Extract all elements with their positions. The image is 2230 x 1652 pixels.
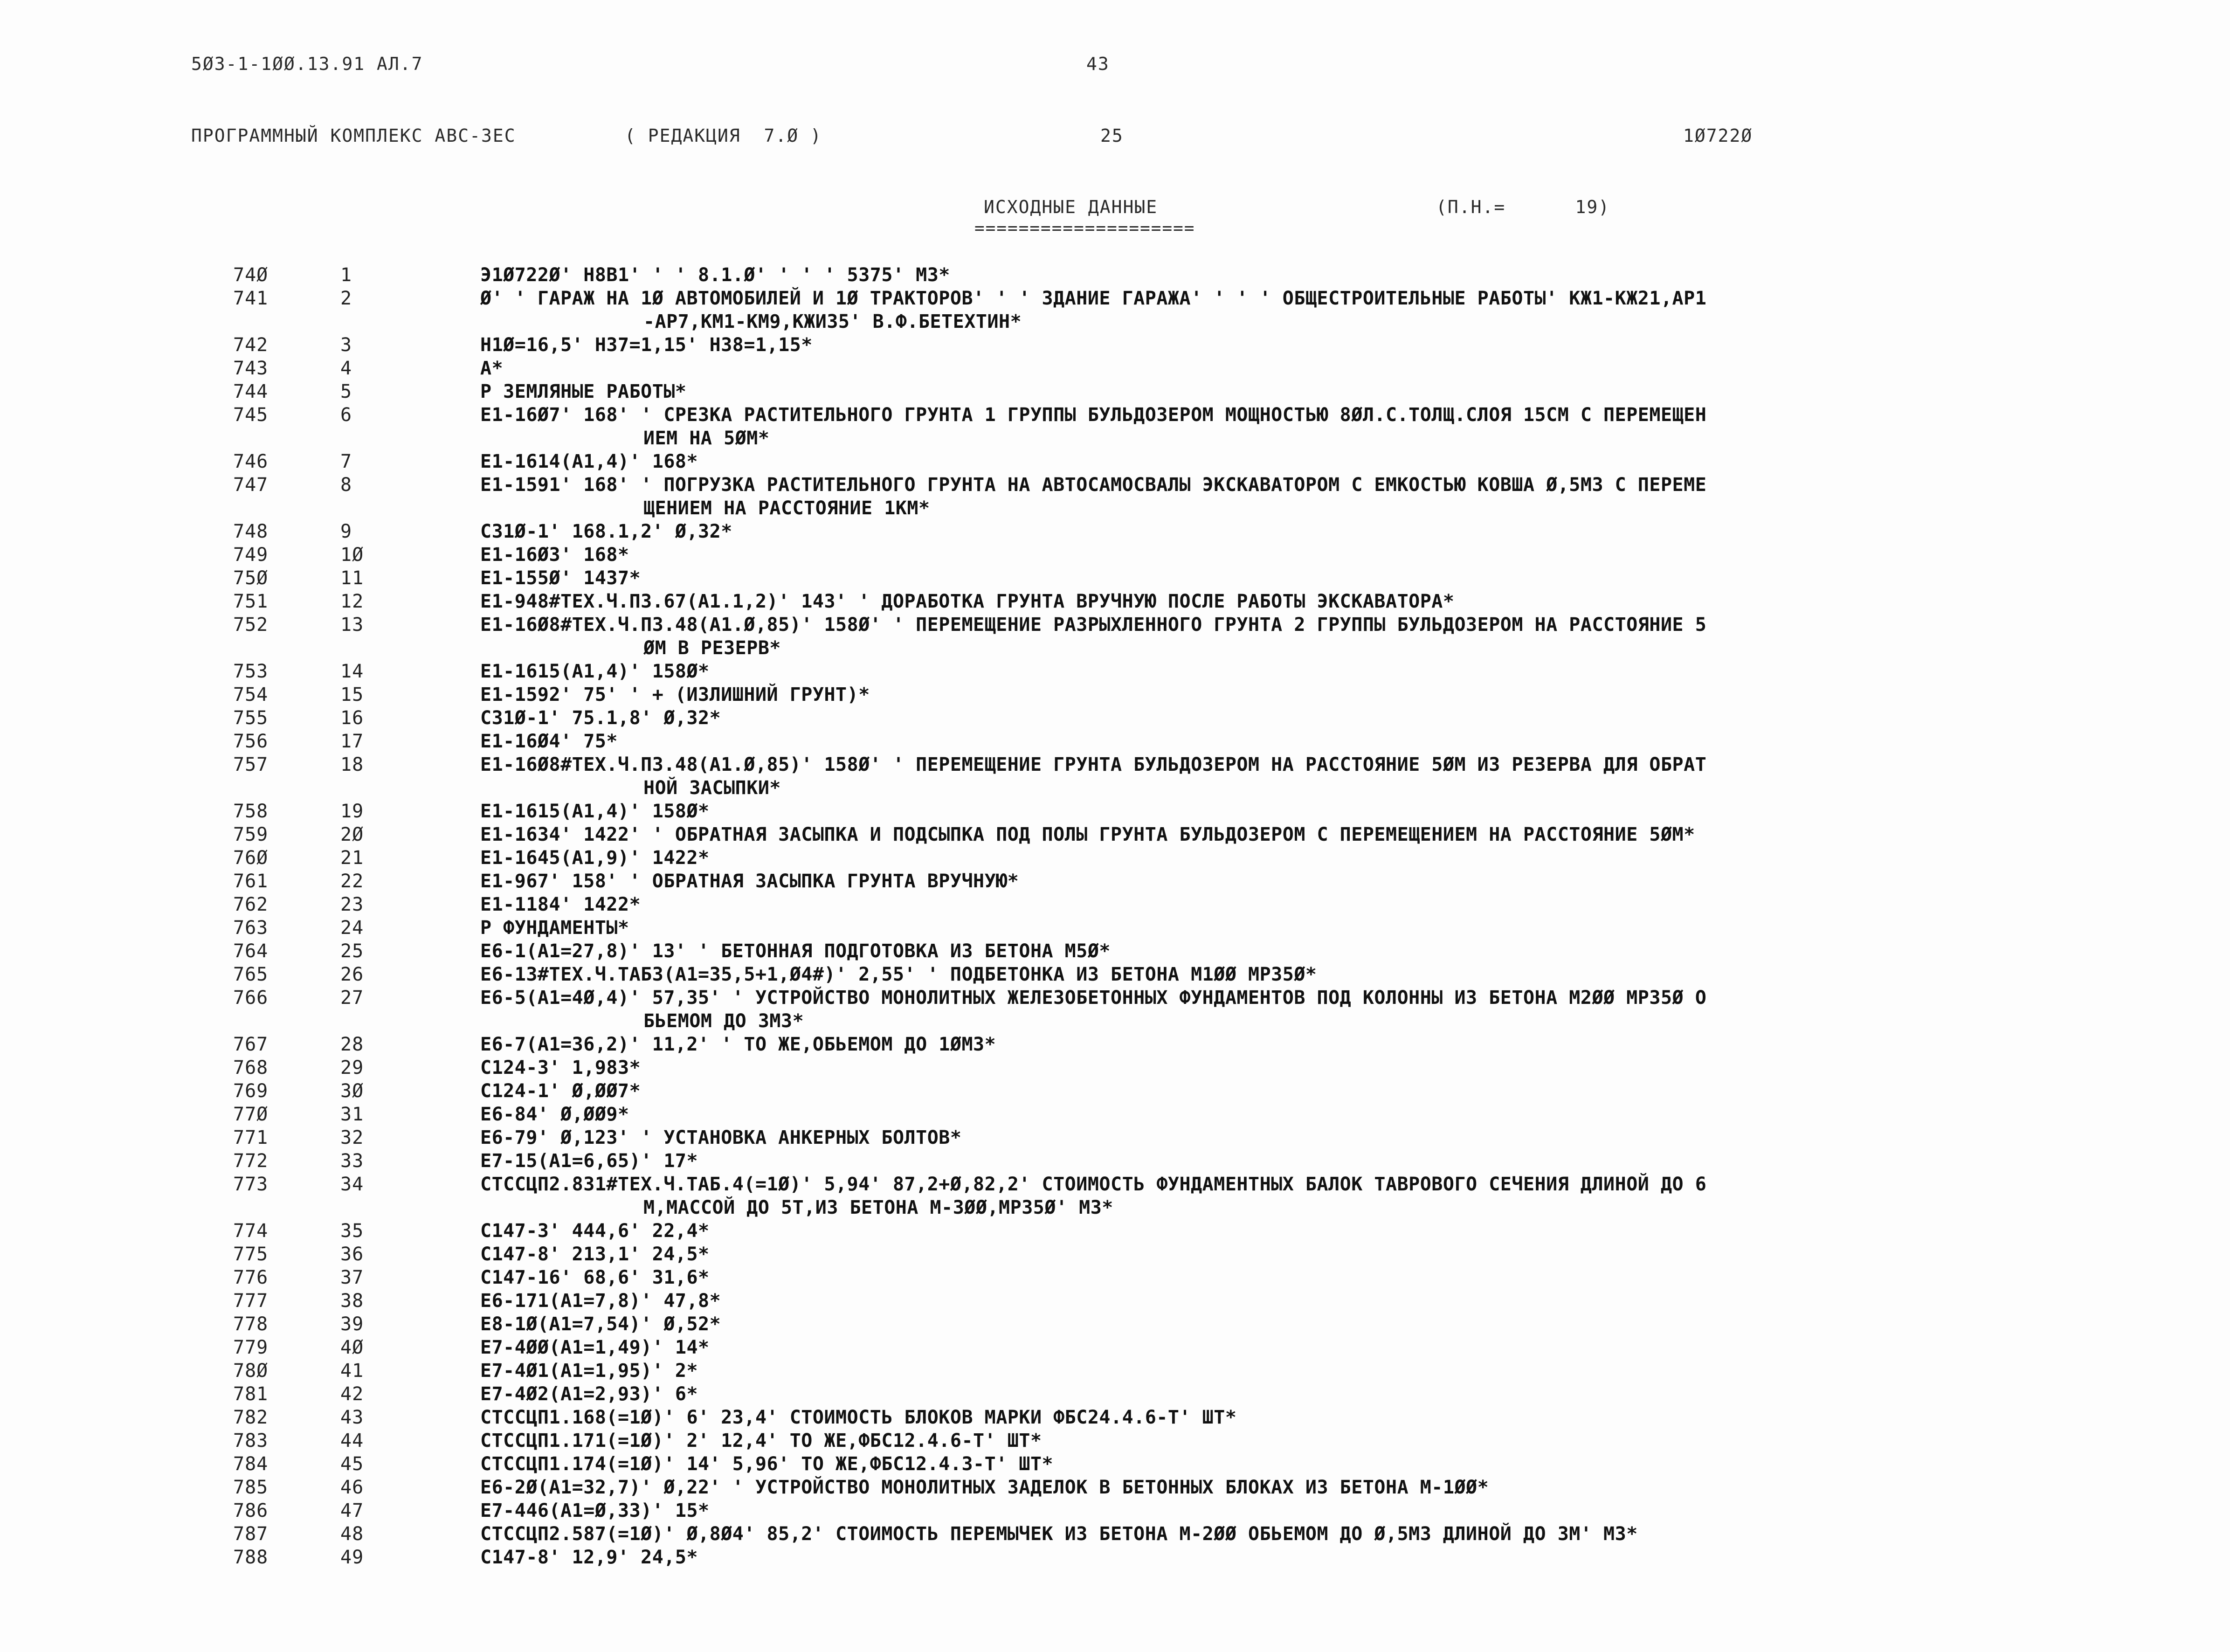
record-continuation: ЩЕНИЕМ НА РАССТОЯНИЕ 1КМ* (643, 498, 930, 519)
record-text-line: С147-16' 68,6' 31,6* (480, 1267, 710, 1288)
sequence-number: 23 (340, 894, 364, 915)
line-number: 754 (233, 684, 269, 705)
line-number: 784 (233, 1453, 269, 1475)
record-text-line: Е7-4ØØ(А1=1,49)' 14* (480, 1337, 710, 1358)
sequence-number: 26 (340, 964, 364, 985)
line-number: 752 (233, 614, 269, 636)
sequence-number: 16 (340, 707, 364, 729)
record-text (480, 1149, 2019, 1173)
record-continuation: ØМ В РЕЗЕРВ* (643, 637, 781, 659)
sequence-number: 31 (340, 1104, 364, 1125)
record-text-line: Е1-1614(А1,4)' 168* (480, 451, 698, 472)
page-number: 43 (1086, 54, 1110, 74)
record-text (480, 263, 2019, 287)
sequence-number: 42 (340, 1383, 364, 1405)
listing-row (0, 660, 2230, 683)
listing-row (0, 916, 2230, 940)
line-number: 746 (233, 451, 269, 472)
line-number: 775 (233, 1244, 269, 1265)
record-text (480, 333, 2019, 357)
record-text (480, 1313, 2019, 1336)
sequence-number: 45 (340, 1453, 364, 1475)
record-text (480, 1452, 2019, 1476)
line-number: 745 (233, 404, 269, 426)
sequence-number: 14 (340, 661, 364, 682)
listing-row (0, 567, 2230, 590)
listing-row (0, 870, 2230, 893)
record-text (480, 1406, 2019, 1429)
line-number: 776 (233, 1267, 269, 1288)
listing-row (0, 263, 2230, 287)
record-text-line: Е1-1615(А1,4)' 158Ø* (480, 801, 710, 822)
document-code: 5Ø3-1-1ØØ.13.91 АЛ.7 (191, 54, 423, 74)
record-text (480, 1289, 2019, 1313)
sequence-number: 41 (340, 1360, 364, 1382)
record-text-line: Е1-16Ø7' 168' ' СРЕЗКА РАСТИТЕЛЬНОГО ГРУНТА 1 ГРУППЫ БУЛЬДОЗЕРОМ МОЩНОСТЬЮ 8ØЛ.С.ТОЛЩ.СЛОЯ 15СМ С ПЕРЕМЕЩЕН (480, 404, 1707, 426)
record-text-line: С31Ø-1' 75.1,8' Ø,32* (480, 707, 721, 729)
record-text (480, 1429, 2019, 1452)
listing-row (0, 1173, 2230, 1219)
line-number: 778 (233, 1313, 269, 1335)
record-text (480, 1266, 2019, 1289)
record-text (480, 753, 2019, 800)
line-number: 767 (233, 1034, 269, 1055)
line-number: 771 (233, 1127, 269, 1148)
sequence-number: 22 (340, 871, 364, 892)
sequence-number: 8 (340, 474, 352, 496)
sequence-number: 9 (340, 521, 352, 542)
line-number: 756 (233, 731, 269, 752)
record-text-line: С124-1' Ø,ØØ7* (480, 1080, 641, 1102)
listing-row (0, 1359, 2230, 1382)
record-text (480, 1079, 2019, 1103)
sequence-number: 39 (340, 1313, 364, 1335)
record-text (480, 1522, 2019, 1546)
record-text (480, 1382, 2019, 1406)
line-number: 788 (233, 1547, 269, 1568)
sequence-number: 33 (340, 1150, 364, 1172)
line-number: 742 (233, 334, 269, 356)
record-text-line: С31Ø-1' 168.1,2' Ø,32* (480, 521, 732, 542)
record-text (480, 613, 2019, 660)
line-number: 766 (233, 987, 269, 1009)
record-text-line: А* (480, 358, 504, 379)
listing-row (0, 823, 2230, 846)
sequence-number: 43 (340, 1407, 364, 1428)
line-number: 761 (233, 871, 269, 892)
object-code: 1Ø722Ø (1683, 125, 1753, 146)
sequence-number: 37 (340, 1267, 364, 1288)
listing-row (0, 1079, 2230, 1103)
record-text (480, 1336, 2019, 1359)
sequence-number: 12 (340, 591, 364, 612)
record-text-line: Е7-4Ø2(А1=2,93)' 6* (480, 1383, 698, 1405)
sequence-number: 4Ø (340, 1337, 364, 1358)
sequence-number: 2 (340, 288, 352, 309)
line-number: 782 (233, 1407, 269, 1428)
record-text (480, 473, 2019, 520)
record-text-line: Е6-5(А1=4Ø,4)' 57,35' ' УСТРОЙСТВО МОНОЛИТНЫХ ЖЕЛЕЗОБЕТОННЫХ ФУНДАМЕНТОВ ПОД КОЛОННЫ ИЗ БЕТОНА М2ØØ МР35Ø О (480, 987, 1707, 1009)
record-text (480, 1173, 2019, 1219)
line-number: 774 (233, 1220, 269, 1242)
sequence-number: 27 (340, 987, 364, 1009)
line-number: 741 (233, 288, 269, 309)
record-text-line: Ø' ' ГАРАЖ НА 1Ø АВТОМОБИЛЕЙ И 1Ø ТРАКТОРОВ' ' ' ЗДАНИЕ ГАРАЖА' ' ' ' ОБЩЕСТРОИТЕЛЬНЫЕ РАБОТЫ' КЖ1-КЖ21,АР1 (480, 288, 1707, 309)
listing-row (0, 753, 2230, 800)
listing-row (0, 520, 2230, 543)
listing-row (0, 473, 2230, 520)
listing-row (0, 590, 2230, 613)
record-text (480, 287, 2019, 333)
sequence-number: 5 (340, 381, 352, 402)
source-listing (0, 263, 2230, 1569)
listing-row (0, 1313, 2230, 1336)
record-text (480, 1359, 2019, 1382)
record-text (480, 823, 2019, 846)
record-text-line: Е1-1615(А1,4)' 158Ø* (480, 661, 710, 682)
listing-row (0, 1452, 2230, 1476)
record-text (480, 1103, 2019, 1126)
record-text-line: Е1-1184' 1422* (480, 894, 641, 915)
sequence-number: 25 (340, 940, 364, 962)
line-number: 753 (233, 661, 269, 682)
record-text (480, 450, 2019, 473)
record-text (480, 730, 2019, 753)
line-number: 773 (233, 1174, 269, 1195)
sequence-number: 48 (340, 1523, 364, 1545)
listing-row (0, 1033, 2230, 1056)
sequence-number: 28 (340, 1034, 364, 1055)
record-text (480, 1033, 2019, 1056)
listing-row (0, 1499, 2230, 1522)
listing-row (0, 800, 2230, 823)
record-text (480, 1476, 2019, 1499)
sequence-number: 19 (340, 801, 364, 822)
sequence-number: 3Ø (340, 1080, 364, 1102)
record-text-line: Э1Ø722Ø' Н8В1' ' ' 8.1.Ø' ' ' ' 5375' М3* (480, 264, 950, 286)
sequence-number: 34 (340, 1174, 364, 1195)
record-text-line: С147-8' 12,9' 24,5* (480, 1547, 698, 1568)
record-text-line: Е6-7(А1=36,2)' 11,2' ' ТО ЖЕ,ОБЬЕМОМ ДО 1ØМ3* (480, 1034, 996, 1055)
listing-row (0, 1522, 2230, 1546)
section-title-underline: ==================== (974, 219, 1195, 238)
record-text-line: С124-3' 1,983* (480, 1057, 641, 1078)
record-text-line: Е6-84' Ø,ØØ9* (480, 1104, 629, 1125)
listing-page-number: 25 (1100, 125, 1124, 146)
record-continuation: М,МАССОЙ ДО 5Т,ИЗ БЕТОНА М-3ØØ,МР35Ø' М3* (643, 1197, 1113, 1218)
record-text-line: Е1-16Ø8#ТЕХ.Ч.П3.48(А1.Ø,85)' 158Ø' ' ПЕРЕМЕЩЕНИЕ ГРУНТА БУЛЬДОЗЕРОМ НА РАССТОЯНИЕ 5ØМ ИЗ РЕЗЕРВА ДЛЯ ОБРАТ (480, 754, 1707, 775)
listing-row (0, 333, 2230, 357)
line-number: 785 (233, 1477, 269, 1498)
record-text-line: Е7-4Ø1(А1=1,95)' 2* (480, 1360, 698, 1382)
record-text-line: Е6-2Ø(А1=32,7)' Ø,22' ' УСТРОЙСТВО МОНОЛИТНЫХ ЗАДЕЛОК В БЕТОННЫХ БЛОКАХ ИЗ БЕТОНА М-1ØØ* (480, 1477, 1489, 1498)
listing-row (0, 963, 2230, 986)
record-text (480, 567, 2019, 590)
record-text-line: Е1-155Ø' 1437* (480, 567, 641, 589)
record-text-line: Е7-15(А1=6,65)' 17* (480, 1150, 698, 1172)
line-number: 748 (233, 521, 269, 542)
sequence-number: 36 (340, 1244, 364, 1265)
record-text-line: Е1-1591' 168' ' ПОГРУЗКА РАСТИТЕЛЬНОГО ГРУНТА НА АВТОСАМОСВАЛЫ ЭКСКАВАТОРОМ С ЕМКОСТЬЮ КОВША Ø,5М3 С ПЕРЕМЕ (480, 474, 1707, 496)
sequence-number: 4 (340, 358, 352, 379)
record-text-line: Е1-1592' 75' ' + (ИЗЛИШНИЙ ГРУНТ)* (480, 684, 870, 705)
record-text-line: СТССЦП1.168(=1Ø)' 6' 23,4' СТОИМОСТЬ БЛОКОВ МАРКИ ФБС24.4.6-Т' ШТ* (480, 1407, 1237, 1428)
record-continuation: ИЕМ НА 5ØМ* (643, 428, 770, 449)
sequence-number: 18 (340, 754, 364, 775)
record-text-line: Е6-1(А1=27,8)' 13' ' БЕТОННАЯ ПОДГОТОВКА ИЗ БЕТОНА М5Ø* (480, 940, 1111, 962)
line-number: 765 (233, 964, 269, 985)
line-number: 744 (233, 381, 269, 402)
record-text (480, 800, 2019, 823)
record-text (480, 1056, 2019, 1079)
listing-row (0, 403, 2230, 450)
line-number: 787 (233, 1523, 269, 1545)
sequence-number: 13 (340, 614, 364, 636)
line-number: 757 (233, 754, 269, 775)
listing-row (0, 543, 2230, 567)
sequence-number: 1Ø (340, 544, 364, 566)
listing-row (0, 1103, 2230, 1126)
record-text-line: С147-3' 444,6' 22,4* (480, 1220, 710, 1242)
section-parameter: (П.Н.= 19) (1436, 197, 1610, 217)
record-text-line: Н1Ø=16,5' Н37=1,15' Н38=1,15* (480, 334, 813, 356)
sequence-number: 2Ø (340, 824, 364, 845)
record-text (480, 1219, 2019, 1243)
line-number: 743 (233, 358, 269, 379)
program-name: ПРОГРАММНЫЙ КОМПЛЕКС АВС-3ЕС (191, 125, 516, 146)
line-number: 747 (233, 474, 269, 496)
listing-row (0, 1266, 2230, 1289)
line-number: 763 (233, 917, 269, 939)
line-number: 779 (233, 1337, 269, 1358)
line-number: 75Ø (233, 567, 269, 589)
sequence-number: 49 (340, 1547, 364, 1568)
section-title: ИСХОДНЫЕ ДАННЫЕ (984, 197, 1158, 217)
listing-row (0, 986, 2230, 1033)
listing-row (0, 1336, 2230, 1359)
line-number: 786 (233, 1500, 269, 1521)
sequence-number: 11 (340, 567, 364, 589)
listing-row (0, 613, 2230, 660)
record-text-line: СТССЦП2.831#ТЕХ.Ч.ТАБ.4(=1Ø)' 5,94' 87,2+Ø,82,2' СТОИМОСТЬ ФУНДАМЕНТНЫХ БАЛОК ТАВРОВОГО СЕЧЕНИЯ ДЛИНОЙ ДО 6 (480, 1174, 1707, 1195)
line-number: 77Ø (233, 1104, 269, 1125)
record-text-line: Е7-446(А1=Ø,33)' 15* (480, 1500, 710, 1521)
line-number: 78Ø (233, 1360, 269, 1382)
line-number: 769 (233, 1080, 269, 1102)
record-text-line: СТССЦП1.174(=1Ø)' 14' 5,96' ТО ЖЕ,ФБС12.4.3-Т' ШТ* (480, 1453, 1054, 1475)
record-text (480, 520, 2019, 543)
sequence-number: 7 (340, 451, 352, 472)
record-text (480, 357, 2019, 380)
sequence-number: 6 (340, 404, 352, 426)
record-text-line: Е6-79' Ø,123' ' УСТАНОВКА АНКЕРНЫХ БОЛТОВ* (480, 1127, 962, 1148)
record-text (480, 660, 2019, 683)
record-text (480, 543, 2019, 567)
record-text-line: Е1-1634' 1422' ' ОБРАТНАЯ ЗАСЫПКА И ПОДСЫПКА ПОД ПОЛЫ ГРУНТА БУЛЬДОЗЕРОМ С ПЕРЕМЕЩЕНИЕМ НА РАССТОЯНИЕ 5ØМ* (480, 824, 1695, 845)
record-text (480, 1499, 2019, 1522)
record-text (480, 706, 2019, 730)
record-text-line: Е8-1Ø(А1=7,54)' Ø,52* (480, 1313, 721, 1335)
line-number: 768 (233, 1057, 269, 1078)
record-text-line: Е1-1645(А1,9)' 1422* (480, 847, 710, 869)
listing-row (0, 357, 2230, 380)
record-continuation: БЬЕМОМ ДО 3М3* (643, 1010, 804, 1032)
line-number: 759 (233, 824, 269, 845)
line-number: 777 (233, 1290, 269, 1312)
sequence-number: 32 (340, 1127, 364, 1148)
line-number: 751 (233, 591, 269, 612)
line-number: 74Ø (233, 264, 269, 286)
record-text (480, 403, 2019, 450)
line-number: 781 (233, 1383, 269, 1405)
line-number: 764 (233, 940, 269, 962)
record-text-line: Е6-13#ТЕХ.Ч.ТАБ3(А1=35,5+1,Ø4#)' 2,55' ' ПОДБЕТОНКА ИЗ БЕТОНА М1ØØ МР35Ø* (480, 964, 1317, 985)
listing-row (0, 1243, 2230, 1266)
line-number: 749 (233, 544, 269, 566)
listing-row (0, 706, 2230, 730)
listing-row (0, 450, 2230, 473)
line-number: 755 (233, 707, 269, 729)
listing-row (0, 380, 2230, 403)
sequence-number: 44 (340, 1430, 364, 1452)
record-text (480, 986, 2019, 1033)
listing-row (0, 1429, 2230, 1452)
record-text (480, 1243, 2019, 1266)
listing-row (0, 730, 2230, 753)
sequence-number: 35 (340, 1220, 364, 1242)
listing-row (0, 1476, 2230, 1499)
sequence-number: 47 (340, 1500, 364, 1521)
record-text (480, 870, 2019, 893)
listing-row (0, 940, 2230, 963)
record-text (480, 963, 2019, 986)
record-text (480, 893, 2019, 916)
line-number: 76Ø (233, 847, 269, 869)
line-number: 772 (233, 1150, 269, 1172)
listing-row (0, 1126, 2230, 1149)
record-text (480, 683, 2019, 706)
listing-row (0, 1546, 2230, 1569)
sequence-number: 3 (340, 334, 352, 356)
record-text (480, 590, 2019, 613)
record-text (480, 846, 2019, 870)
record-text-line: С147-8' 213,1' 24,5* (480, 1244, 710, 1265)
sequence-number: 29 (340, 1057, 364, 1078)
sequence-number: 15 (340, 684, 364, 705)
line-number: 783 (233, 1430, 269, 1452)
listing-row (0, 683, 2230, 706)
record-text-line: Е1-948#ТЕХ.Ч.П3.67(А1.1,2)' 143' ' ДОРАБОТКА ГРУНТА ВРУЧНУЮ ПОСЛЕ РАБОТЫ ЭКСКАВАТОРА* (480, 591, 1455, 612)
record-text-line: СТССЦП1.171(=1Ø)' 2' 12,4' ТО ЖЕ,ФБС12.4.6-Т' ШТ* (480, 1430, 1042, 1452)
listing-row (0, 1289, 2230, 1313)
line-number: 758 (233, 801, 269, 822)
record-text-line: Е6-171(А1=7,8)' 47,8* (480, 1290, 721, 1312)
listing-row (0, 287, 2230, 333)
listing-row (0, 1406, 2230, 1429)
listing-row (0, 1149, 2230, 1173)
record-continuation: -АР7,КМ1-КМ9,КЖИ35' В.Ф.БЕТЕХТИН* (643, 311, 1022, 332)
program-edition: ( РЕДАКЦИЯ 7.Ø ) (625, 125, 822, 146)
listing-row (0, 846, 2230, 870)
sequence-number: 38 (340, 1290, 364, 1312)
line-number: 762 (233, 894, 269, 915)
record-text (480, 1126, 2019, 1149)
record-text (480, 916, 2019, 940)
sequence-number: 17 (340, 731, 364, 752)
listing-row (0, 1056, 2230, 1079)
record-text-line: Р ЗЕМЛЯНЫЕ РАБОТЫ* (480, 381, 687, 402)
sequence-number: 1 (340, 264, 352, 286)
record-text-line: Р ФУНДАМЕНТЫ* (480, 917, 629, 939)
sequence-number: 21 (340, 847, 364, 869)
record-continuation: НОЙ ЗАСЫПКИ* (643, 777, 781, 799)
record-text-line: Е1-16Ø3' 168* (480, 544, 629, 566)
record-text-line: СТССЦП2.587(=1Ø)' Ø,8Ø4' 85,2' СТОИМОСТЬ ПЕРЕМЫЧЕК ИЗ БЕТОНА М-2ØØ ОБЬЕМОМ ДО Ø,5М3 ДЛИНОЙ ДО 3М' М3* (480, 1523, 1638, 1545)
listing-row (0, 893, 2230, 916)
listing-row (0, 1219, 2230, 1243)
record-text (480, 940, 2019, 963)
record-text (480, 380, 2019, 403)
listing-row (0, 1382, 2230, 1406)
record-text-line: Е1-16Ø8#ТЕХ.Ч.П3.48(А1.Ø,85)' 158Ø' ' ПЕРЕМЕЩЕНИЕ РАЗРЫХЛЕННОГО ГРУНТА 2 ГРУППЫ БУЛЬДОЗЕРОМ НА РАССТОЯНИЕ 5 (480, 614, 1707, 636)
record-text-line: Е1-967' 158' ' ОБРАТНАЯ ЗАСЫПКА ГРУНТА ВРУЧНУЮ* (480, 871, 1019, 892)
sequence-number: 46 (340, 1477, 364, 1498)
sequence-number: 24 (340, 917, 364, 939)
record-text-line: Е1-16Ø4' 75* (480, 731, 618, 752)
record-text (480, 1546, 2019, 1569)
